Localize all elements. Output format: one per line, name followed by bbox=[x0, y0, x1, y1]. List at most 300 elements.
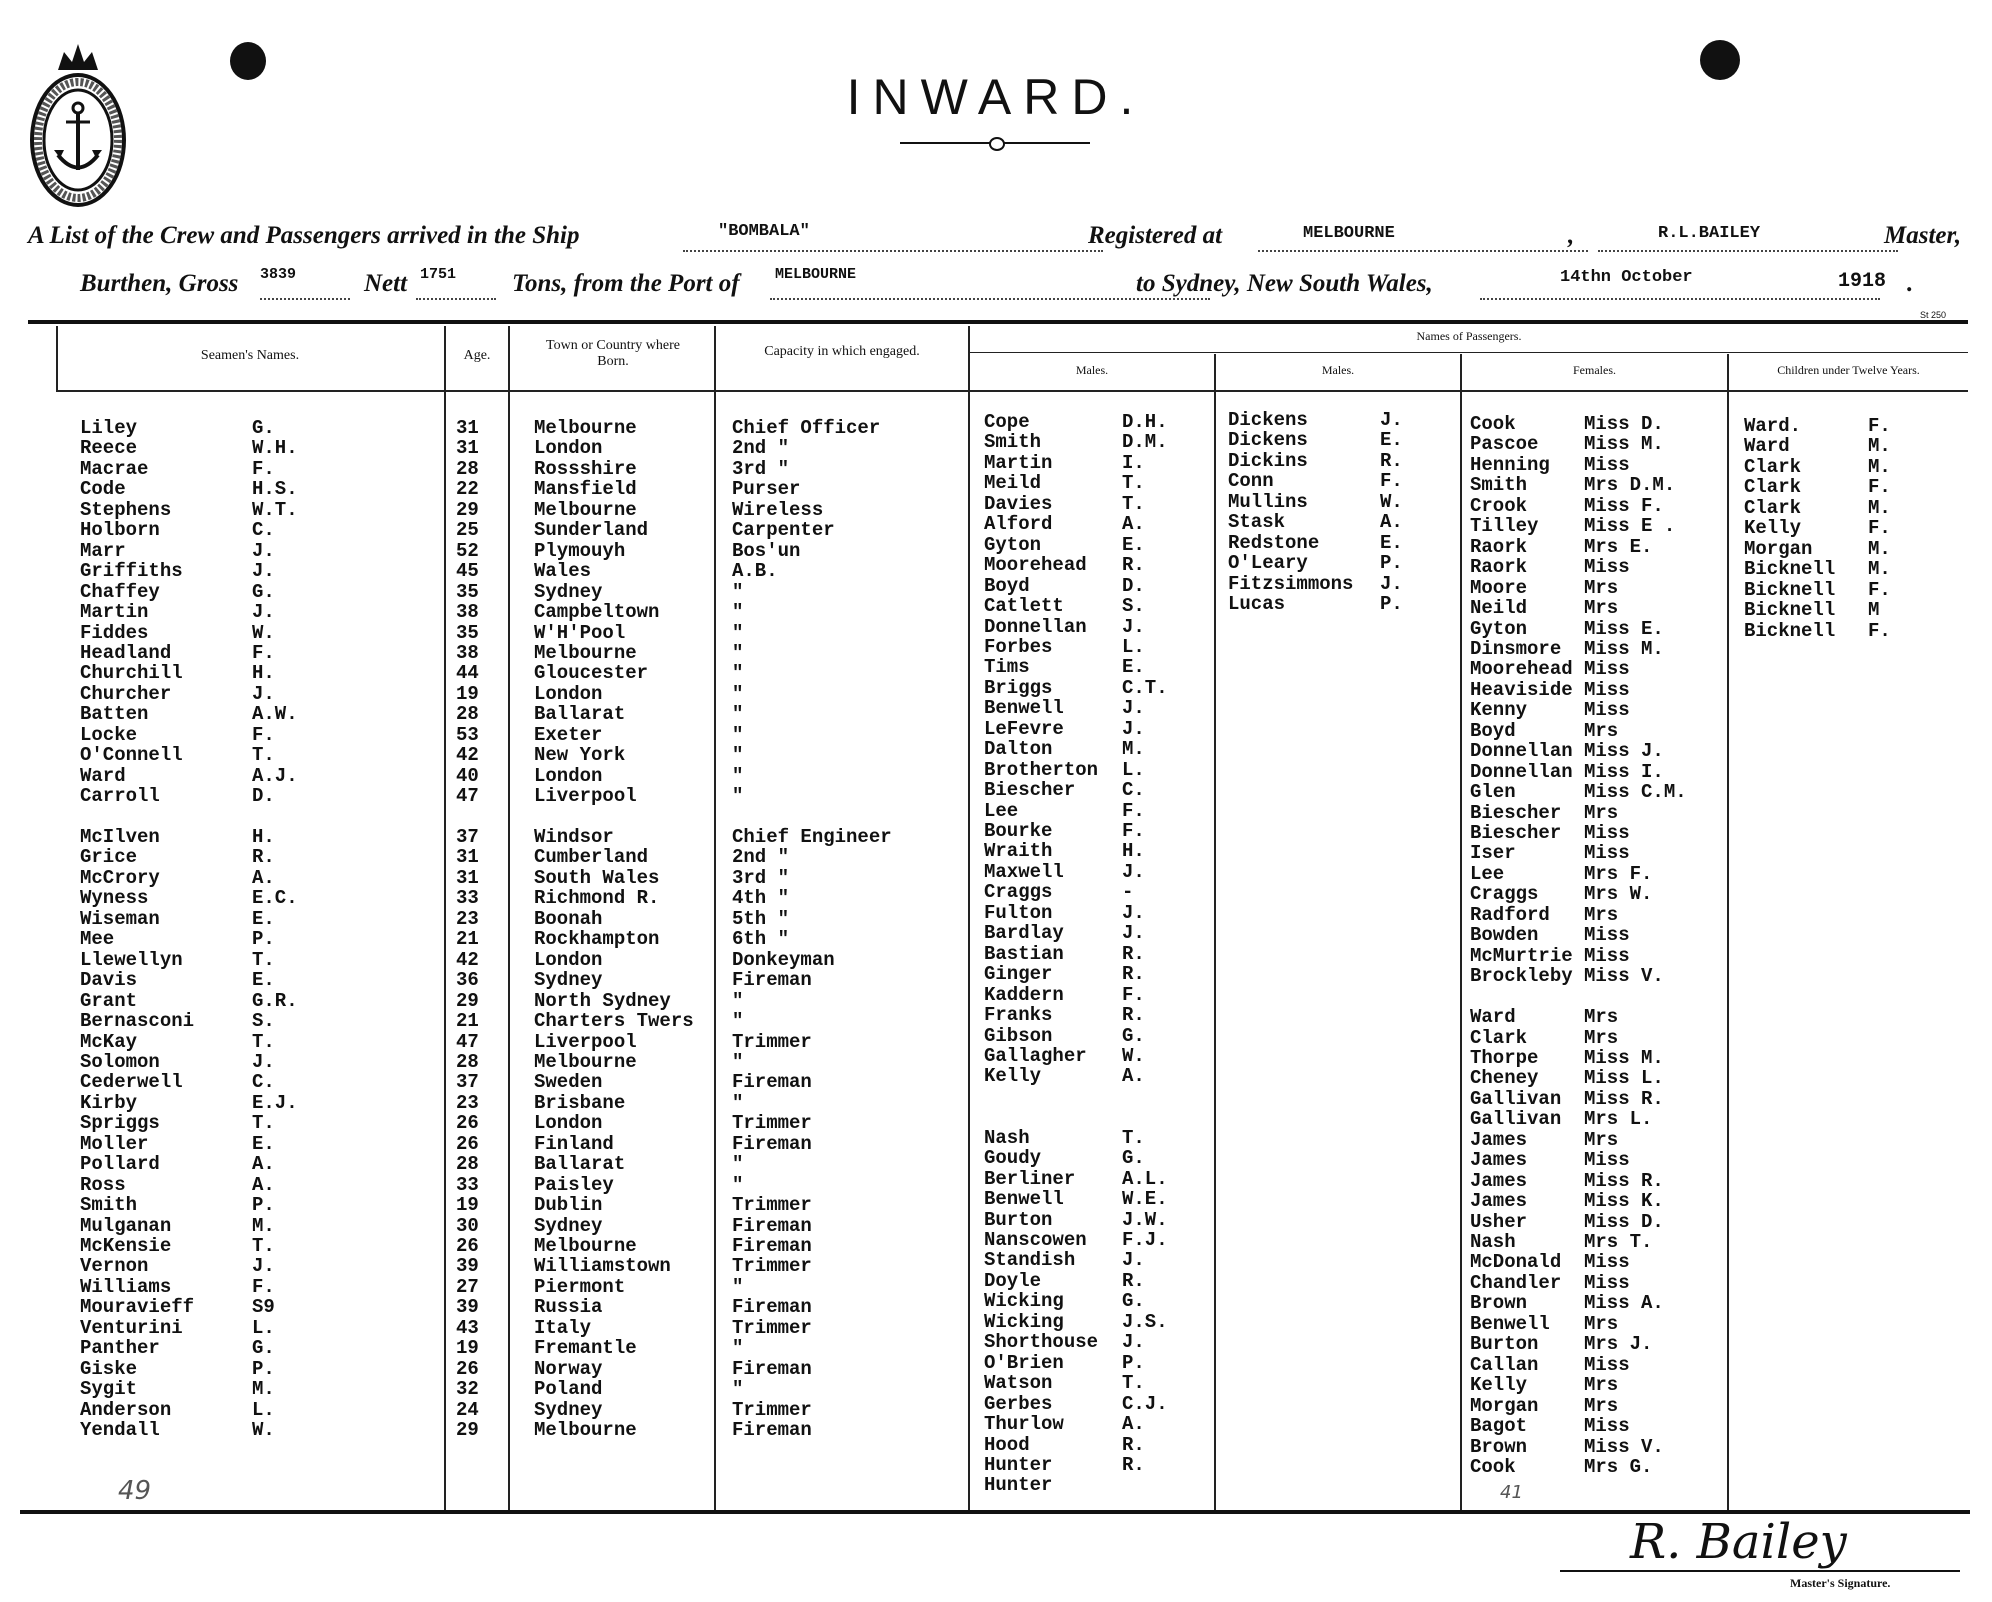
crew-surname: Churchill bbox=[80, 662, 183, 685]
female-passenger-title: Miss bbox=[1584, 678, 1630, 701]
crew-age: 33 bbox=[456, 887, 479, 910]
crew-capacity: 4th " bbox=[732, 887, 790, 910]
crew-initial: A. bbox=[252, 1153, 275, 1176]
female-passenger-surname: James bbox=[1470, 1169, 1528, 1192]
crew-surname: Griffiths bbox=[80, 560, 183, 583]
crew-birthplace: Poland bbox=[534, 1378, 603, 1401]
male-passenger-surname: Meild bbox=[984, 472, 1042, 495]
crew-surname: McIlven bbox=[80, 826, 160, 848]
male-passenger-surname: O'Leary bbox=[1228, 552, 1308, 575]
male-passenger-surname: Doyle bbox=[984, 1269, 1042, 1292]
female-passenger-title: Miss F. bbox=[1584, 494, 1664, 517]
male-passenger-initial: J.W. bbox=[1122, 1208, 1168, 1231]
crew-initial: E. bbox=[252, 907, 275, 930]
crew-birthplace: Liverpool bbox=[534, 785, 637, 808]
crew-initial: A.W. bbox=[252, 703, 298, 726]
crew-age: 21 bbox=[456, 928, 479, 951]
male-passenger-initial: L. bbox=[1122, 635, 1145, 658]
crew-age: 37 bbox=[456, 826, 479, 848]
female-passenger-title: Miss bbox=[1584, 699, 1630, 722]
crew-age: 29 bbox=[456, 1419, 479, 1442]
female-passenger-surname: Glen bbox=[1470, 781, 1516, 804]
crew-birthplace: Italy bbox=[534, 1316, 592, 1339]
child-surname: Morgan bbox=[1744, 537, 1813, 560]
crew-age: 39 bbox=[456, 1255, 479, 1278]
child-initial: F. bbox=[1868, 517, 1891, 540]
male-passenger-surname: Burton bbox=[984, 1208, 1053, 1231]
female-passenger-title: Miss A. bbox=[1584, 1292, 1664, 1315]
crew-surname: Locke bbox=[80, 723, 138, 746]
female-passenger-surname: Usher bbox=[1470, 1210, 1528, 1233]
male-passenger-initial: R. bbox=[1380, 449, 1403, 472]
male-passenger-initial: R. bbox=[1122, 554, 1145, 577]
male-passenger-surname: Bastian bbox=[984, 942, 1064, 965]
crew-birthplace: Paisley bbox=[534, 1173, 614, 1196]
males-heading-2: Males. bbox=[1321, 363, 1355, 377]
male-passenger-surname: Bourke bbox=[984, 820, 1053, 842]
crew-initial: H. bbox=[252, 826, 275, 848]
male-passenger-initial: A. bbox=[1380, 511, 1403, 534]
male-passenger-initial: F. bbox=[1122, 983, 1145, 1006]
male-passenger-surname: Stask bbox=[1228, 511, 1286, 534]
male-passenger-initial: H. bbox=[1122, 840, 1145, 863]
crew-capacity: Trimmer bbox=[732, 1030, 812, 1053]
master-name: R.L.BAILEY bbox=[1658, 224, 1761, 243]
ship-name-blank bbox=[683, 250, 1103, 252]
female-passenger-surname: Moorehead bbox=[1470, 658, 1573, 681]
age-heading: Age. bbox=[463, 348, 491, 363]
nett-blank bbox=[416, 298, 496, 300]
crew-birthplace: Gloucester bbox=[534, 662, 649, 685]
female-passenger-title: Miss bbox=[1584, 1271, 1630, 1294]
crew-birthplace: Melbourne bbox=[534, 1235, 637, 1257]
gross-tons: 3839 bbox=[260, 266, 297, 283]
female-total-mark: 41 bbox=[1500, 1482, 1523, 1503]
crew-birthplace: North Sydney bbox=[534, 989, 671, 1012]
crew-surname: Grant bbox=[80, 989, 138, 1012]
crew-birthplace: Melbourne bbox=[534, 417, 637, 439]
crew-age: 26 bbox=[456, 1112, 479, 1135]
crew-age: 28 bbox=[456, 1153, 479, 1176]
master-blank bbox=[1598, 250, 1898, 252]
crew-surname: Holborn bbox=[80, 519, 160, 542]
crew-surname: Giske bbox=[80, 1357, 138, 1380]
male-passenger-initial: L. bbox=[1122, 758, 1145, 781]
crew-capacity: " bbox=[732, 621, 744, 644]
male-passenger-initial: R. bbox=[1122, 1433, 1145, 1456]
crew-initial: C. bbox=[252, 1071, 275, 1094]
crew-initial: M. bbox=[252, 1378, 275, 1401]
crew-capacity: Trimmer bbox=[732, 1194, 812, 1217]
crew-capacity: Fireman bbox=[732, 1132, 812, 1155]
crew-age: 31 bbox=[456, 437, 479, 460]
crew-capacity: 5th " bbox=[732, 907, 790, 930]
male-passenger-initial: D. bbox=[1122, 574, 1145, 597]
crew-birthplace: Piermont bbox=[534, 1275, 626, 1298]
child-initial: M. bbox=[1868, 435, 1891, 458]
crew-initial: T. bbox=[252, 1235, 275, 1257]
male-passenger-surname: Smith bbox=[984, 431, 1042, 454]
female-passenger-title: Miss M. bbox=[1584, 1046, 1664, 1069]
female-passenger-surname: Brockleby bbox=[1470, 965, 1573, 988]
female-passenger-surname: McDonald bbox=[1470, 1251, 1562, 1274]
female-passenger-title: Miss bbox=[1584, 658, 1630, 681]
crew-age: 31 bbox=[456, 846, 479, 869]
male-passenger-surname: Mullins bbox=[1228, 490, 1308, 513]
male-passenger-surname: Hunter bbox=[984, 1474, 1053, 1497]
crew-initial: F. bbox=[252, 1275, 275, 1298]
crew-birthplace: Sydney bbox=[534, 1398, 603, 1421]
female-passenger-title: Miss D. bbox=[1584, 413, 1664, 435]
col-divider-males2 bbox=[1460, 354, 1462, 1510]
child-surname: Bicknell bbox=[1744, 599, 1836, 622]
female-passenger-surname: James bbox=[1470, 1149, 1528, 1172]
female-passenger-title: Mrs F. bbox=[1584, 862, 1653, 885]
crew-total-mark: 49 bbox=[118, 1476, 152, 1506]
male-passenger-surname: Dickens bbox=[1228, 409, 1308, 431]
crew-age: 45 bbox=[456, 560, 479, 583]
crew-surname: Martin bbox=[80, 601, 149, 624]
female-passenger-title: Miss M. bbox=[1584, 433, 1664, 456]
male-passenger-surname: Maxwell bbox=[984, 860, 1064, 883]
crew-birthplace: Rossshire bbox=[534, 457, 637, 480]
date-blank bbox=[1480, 298, 1880, 300]
female-passenger-title: Mrs G. bbox=[1584, 1455, 1653, 1478]
crew-capacity: " bbox=[732, 662, 744, 685]
crew-surname: Ward bbox=[80, 764, 126, 787]
col-divider-age bbox=[508, 326, 510, 1510]
female-passenger-title: Mrs bbox=[1584, 903, 1619, 926]
crew-age: 35 bbox=[456, 621, 479, 644]
male-passenger-surname: Donnellan bbox=[984, 615, 1087, 638]
crew-surname: Cederwell bbox=[80, 1071, 183, 1094]
crew-age: 42 bbox=[456, 948, 479, 971]
crew-age: 19 bbox=[456, 682, 479, 705]
female-passenger-surname: James bbox=[1470, 1128, 1528, 1151]
crew-surname: Mulganan bbox=[80, 1214, 172, 1237]
crew-initial: M. bbox=[252, 1214, 275, 1237]
header-bottom-rule bbox=[56, 390, 1968, 392]
header-line-1 bbox=[28, 222, 1968, 256]
male-passenger-surname: Benwell bbox=[984, 1188, 1064, 1211]
male-passenger-initial: D.M. bbox=[1122, 431, 1168, 454]
male-passenger-initial: J. bbox=[1122, 860, 1145, 883]
crew-birthplace: Cumberland bbox=[534, 846, 649, 869]
crew-initial: G. bbox=[252, 1337, 275, 1360]
crew-birthplace: Sydney bbox=[534, 969, 603, 992]
crew-age: 29 bbox=[456, 989, 479, 1012]
crew-birthplace: London bbox=[534, 437, 603, 460]
male-passenger-surname: Nash bbox=[984, 1126, 1030, 1149]
female-passenger-surname: Chandler bbox=[1470, 1271, 1562, 1294]
female-passenger-title: Mrs D.M. bbox=[1584, 474, 1676, 497]
crew-birthplace: Melbourne bbox=[534, 498, 637, 521]
children-heading: Children under Twelve Years. bbox=[1777, 363, 1920, 377]
male-passenger-surname: Cope bbox=[984, 411, 1030, 433]
crew-age: 28 bbox=[456, 703, 479, 726]
crew-age: 31 bbox=[456, 866, 479, 889]
crew-initial: A. bbox=[252, 866, 275, 889]
crew-surname: Pollard bbox=[80, 1153, 160, 1176]
male-passenger-initial: S. bbox=[1122, 595, 1145, 618]
crew-capacity: Wireless bbox=[732, 498, 824, 521]
female-passenger-title: Mrs W. bbox=[1584, 883, 1653, 906]
female-passenger-title: Miss bbox=[1584, 1149, 1630, 1172]
female-passenger-title: Miss E. bbox=[1584, 617, 1664, 640]
child-surname: Clark bbox=[1744, 455, 1802, 478]
female-passenger-title: Mrs bbox=[1584, 801, 1619, 824]
crew-surname: McKay bbox=[80, 1030, 138, 1053]
crew-initial: J. bbox=[252, 1255, 275, 1278]
female-passenger-title: Miss E . bbox=[1584, 515, 1676, 538]
crew-age: 27 bbox=[456, 1275, 479, 1298]
crew-capacity: 6th " bbox=[732, 928, 790, 951]
crew-age: 33 bbox=[456, 1173, 479, 1196]
female-passenger-surname: Kenny bbox=[1470, 699, 1528, 722]
document-title: INWARD. bbox=[846, 69, 1146, 125]
crew-birthplace: W'H'Pool bbox=[534, 621, 626, 644]
male-passenger-surname: Kelly bbox=[984, 1065, 1042, 1088]
female-passenger-title: Mrs bbox=[1584, 1374, 1619, 1397]
male-passenger-initial: J. bbox=[1122, 717, 1145, 740]
crew-initial: R. bbox=[252, 846, 275, 869]
male-passenger-initial: J. bbox=[1122, 901, 1145, 924]
town-born-heading: Town or Country where Born. bbox=[546, 338, 680, 369]
male-passenger-initial: J. bbox=[1122, 615, 1145, 638]
male-passenger-surname: Berliner bbox=[984, 1167, 1076, 1190]
crew-surname: Moller bbox=[80, 1132, 149, 1155]
crew-birthplace: Norway bbox=[534, 1357, 603, 1380]
female-passenger-title: Mrs bbox=[1584, 1026, 1619, 1049]
female-passenger-surname: Biescher bbox=[1470, 822, 1562, 844]
male-passenger-surname: Davies bbox=[984, 492, 1053, 515]
female-passenger-title: Miss M. bbox=[1584, 637, 1664, 660]
male-passenger-initial: D.H. bbox=[1122, 411, 1168, 433]
crew-birthplace: Ballarat bbox=[534, 703, 626, 726]
crew-birthplace: London bbox=[534, 948, 603, 971]
crew-capacity: " bbox=[732, 682, 744, 705]
female-passenger-title: Mrs E. bbox=[1584, 535, 1653, 558]
crew-surname: Vernon bbox=[80, 1255, 149, 1278]
female-passenger-surname: Gallivan bbox=[1470, 1108, 1562, 1131]
female-passenger-title: Mrs bbox=[1584, 1006, 1619, 1029]
female-passenger-title: Miss R. bbox=[1584, 1169, 1664, 1192]
crew-capacity: Fireman bbox=[732, 1296, 812, 1319]
crew-initial: W.T. bbox=[252, 498, 298, 521]
crew-age: 23 bbox=[456, 1091, 479, 1114]
female-passenger-title: Miss bbox=[1584, 453, 1630, 476]
female-passenger-title: Miss bbox=[1584, 924, 1630, 947]
male-passenger-initial: G. bbox=[1122, 1147, 1145, 1170]
male-passenger-initial: J. bbox=[1122, 1331, 1145, 1354]
male-passenger-surname: Martin bbox=[984, 451, 1053, 474]
crew-initial: F. bbox=[252, 641, 275, 664]
male-passenger-initial: J. bbox=[1122, 697, 1145, 720]
female-passenger-title: Miss bbox=[1584, 842, 1630, 865]
crew-birthplace: Richmond R. bbox=[534, 887, 660, 910]
male-passenger-initial: A. bbox=[1122, 513, 1145, 536]
crew-surname: Batten bbox=[80, 703, 149, 726]
crew-initial: P. bbox=[252, 1357, 275, 1380]
male-passenger-initial: J. bbox=[1380, 572, 1403, 595]
crew-capacity: Trimmer bbox=[732, 1398, 812, 1421]
crew-surname: Macrae bbox=[80, 457, 149, 480]
female-passenger-surname: Kelly bbox=[1470, 1374, 1528, 1397]
crew-capacity: 3rd " bbox=[732, 457, 790, 480]
crew-surname: Llewellyn bbox=[80, 948, 183, 971]
crew-birthplace: Sydney bbox=[534, 1214, 603, 1237]
male-passenger-surname: Craggs bbox=[984, 881, 1053, 904]
header-line-2 bbox=[80, 266, 1960, 304]
col-divider-seamen bbox=[444, 326, 446, 1510]
crew-birthplace: Dublin bbox=[534, 1194, 603, 1217]
male-passenger-initial: R. bbox=[1122, 942, 1145, 965]
crew-initial: T. bbox=[252, 1030, 275, 1053]
child-surname: Kelly bbox=[1744, 517, 1802, 540]
crew-age: 26 bbox=[456, 1235, 479, 1257]
crew-surname: Spriggs bbox=[80, 1112, 160, 1135]
male-passenger-surname: LeFevre bbox=[984, 717, 1064, 740]
crew-surname: Fiddes bbox=[80, 621, 149, 644]
crew-capacity: 3rd " bbox=[732, 866, 790, 889]
female-passenger-surname: Craggs bbox=[1470, 883, 1539, 906]
child-surname: Ward. bbox=[1744, 415, 1802, 437]
crew-birthplace: South Wales bbox=[534, 866, 660, 889]
female-passenger-surname: Burton bbox=[1470, 1333, 1539, 1356]
crew-age: 19 bbox=[456, 1337, 479, 1360]
master-label: Master, bbox=[1884, 222, 1962, 249]
female-passenger-title: Miss D. bbox=[1584, 1210, 1664, 1233]
crew-initial: P. bbox=[252, 928, 275, 951]
crew-initial: T. bbox=[252, 1112, 275, 1135]
male-passenger-surname: Lucas bbox=[1228, 593, 1286, 616]
crew-initial: J. bbox=[252, 1050, 275, 1073]
crew-age: 37 bbox=[456, 1071, 479, 1094]
male-passenger-surname: Fitzsimmons bbox=[1228, 572, 1354, 595]
crew-birthplace: Wales bbox=[534, 560, 592, 583]
crew-birthplace: Sweden bbox=[534, 1071, 603, 1094]
crew-surname: Wiseman bbox=[80, 907, 160, 930]
male-passenger-initial: E. bbox=[1122, 533, 1145, 556]
male-passenger-surname: Catlett bbox=[984, 595, 1064, 618]
crew-birthplace: Plymouyh bbox=[534, 539, 626, 562]
crew-initial: E. bbox=[252, 969, 275, 992]
crew-initial: A.J. bbox=[252, 764, 298, 787]
crew-capacity: 2nd " bbox=[732, 846, 790, 869]
male-passenger-surname: Benwell bbox=[984, 697, 1064, 720]
master-signature: R. Bailey bbox=[1630, 1514, 1847, 1570]
crew-initial: T. bbox=[252, 948, 275, 971]
female-passenger-surname: Bagot bbox=[1470, 1415, 1528, 1438]
male-passenger-initial: C. bbox=[1122, 779, 1145, 802]
crew-birthplace: Melbourne bbox=[534, 641, 637, 664]
crew-birthplace: Exeter bbox=[534, 723, 603, 746]
col-divider-females bbox=[1727, 354, 1729, 1510]
table-top-rule bbox=[28, 320, 1968, 324]
crew-capacity: " bbox=[732, 1378, 744, 1401]
crew-birthplace: Campbeltown bbox=[534, 601, 660, 624]
crew-initial: T. bbox=[252, 744, 275, 767]
crew-capacity: Fireman bbox=[732, 1235, 812, 1257]
col-divider-males1 bbox=[1214, 354, 1216, 1510]
female-passenger-surname: Donnellan bbox=[1470, 740, 1573, 763]
crew-initial: E. bbox=[252, 1132, 275, 1155]
crew-birthplace: Brisbane bbox=[534, 1091, 626, 1114]
crew-initial: L. bbox=[252, 1398, 275, 1421]
crew-surname: McCrory bbox=[80, 866, 160, 889]
female-passenger-surname: Neild bbox=[1470, 597, 1528, 620]
male-passenger-surname: Watson bbox=[984, 1372, 1053, 1395]
form-number: St 250 bbox=[1920, 310, 1947, 320]
crew-surname: Headland bbox=[80, 641, 172, 664]
burthen-label: Burthen, Gross bbox=[80, 270, 239, 297]
crew-surname: Kirby bbox=[80, 1091, 138, 1114]
male-passenger-initial: P. bbox=[1380, 552, 1403, 575]
male-passenger-surname: Ginger bbox=[984, 963, 1053, 986]
female-passenger-title: Mrs J. bbox=[1584, 1333, 1653, 1356]
crew-age: 47 bbox=[456, 785, 479, 808]
female-passenger-surname: Clark bbox=[1470, 1026, 1528, 1049]
crew-capacity: Donkeyman bbox=[732, 948, 835, 971]
child-initial: F. bbox=[1868, 578, 1891, 601]
crew-age: 38 bbox=[456, 601, 479, 624]
crew-age: 19 bbox=[456, 1194, 479, 1217]
female-passenger-title: Miss bbox=[1584, 822, 1630, 844]
female-passenger-surname: Nash bbox=[1470, 1231, 1516, 1253]
crew-surname: Ross bbox=[80, 1173, 126, 1196]
crew-initial: W. bbox=[252, 621, 275, 644]
child-initial: M. bbox=[1868, 496, 1891, 519]
crew-age: 38 bbox=[456, 641, 479, 664]
female-passenger-surname: Boyd bbox=[1470, 719, 1516, 742]
crew-capacity: Chief Engineer bbox=[732, 826, 892, 848]
crew-capacity: " bbox=[732, 1153, 744, 1176]
female-passenger-surname: Gyton bbox=[1470, 617, 1528, 640]
crew-surname: Mouravieff bbox=[80, 1296, 195, 1319]
crew-birthplace: Rockhampton bbox=[534, 928, 660, 951]
crew-initial: G.R. bbox=[252, 989, 298, 1012]
male-passenger-initial: T. bbox=[1122, 492, 1145, 515]
females-heading: Females. bbox=[1573, 363, 1616, 377]
male-passenger-initial: T. bbox=[1122, 1372, 1145, 1395]
female-passenger-title: Miss R. bbox=[1584, 1087, 1664, 1110]
female-passenger-title: Miss V. bbox=[1584, 965, 1664, 988]
crew-age: 24 bbox=[456, 1398, 479, 1421]
female-passenger-title: Miss C.M. bbox=[1584, 781, 1687, 804]
capacity-heading: Capacity in which engaged. bbox=[764, 344, 920, 359]
female-passenger-surname: Pascoe bbox=[1470, 433, 1539, 456]
male-passenger-surname: Dickens bbox=[1228, 429, 1308, 452]
male-passenger-initial: F. bbox=[1122, 820, 1145, 842]
female-passenger-surname: Tilley bbox=[1470, 515, 1539, 538]
signature-line bbox=[1560, 1570, 1960, 1572]
ship-name: "BOMBALA" bbox=[718, 222, 810, 241]
male-passenger-initial: C.T. bbox=[1122, 676, 1168, 699]
child-surname: Bicknell bbox=[1744, 619, 1836, 642]
female-passenger-title: Miss L. bbox=[1584, 1067, 1664, 1090]
arrival-year: 1918 bbox=[1838, 270, 1887, 293]
male-passenger-surname: Dickins bbox=[1228, 449, 1308, 472]
male-passenger-initial: T. bbox=[1122, 472, 1145, 495]
child-surname: Clark bbox=[1744, 476, 1802, 499]
female-passenger-surname: Morgan bbox=[1470, 1394, 1539, 1417]
crew-initial: J. bbox=[252, 601, 275, 624]
female-passenger-title: Miss I. bbox=[1584, 760, 1664, 783]
crew-initial: J. bbox=[252, 560, 275, 583]
crew-surname: Bernasconi bbox=[80, 1010, 195, 1033]
registered-blank bbox=[1258, 250, 1588, 252]
male-passenger-initial: E. bbox=[1380, 531, 1403, 554]
